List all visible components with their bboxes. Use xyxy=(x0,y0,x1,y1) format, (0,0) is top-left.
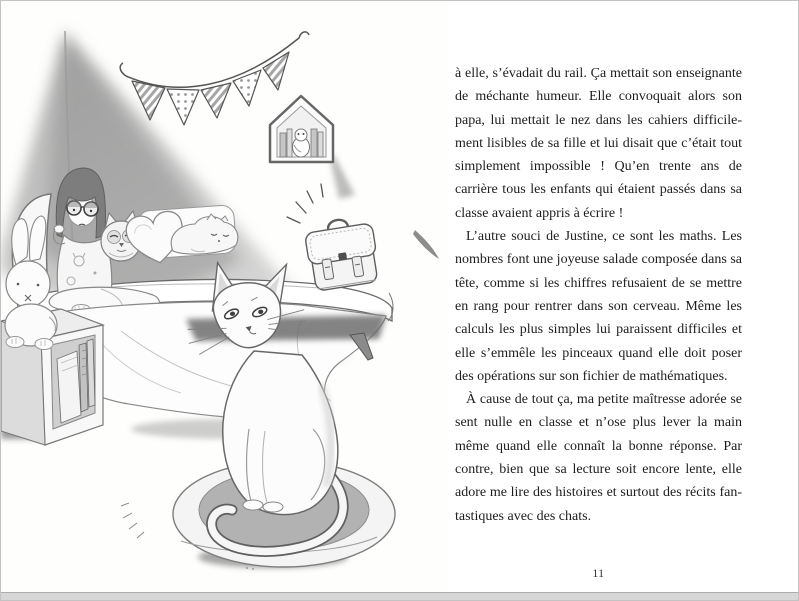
girl-hand xyxy=(54,225,64,233)
window-bottom-border xyxy=(1,592,798,600)
text-column xyxy=(455,62,742,528)
cat-paw xyxy=(243,500,263,510)
satchel-latch xyxy=(338,252,347,260)
page-number: 11 xyxy=(592,568,605,580)
paragraph: à elle, s’évadait du rail. Ça mettait son enseignante de méchante humeur. Elle convoquait alors son papa, lui mettait le nez dans les cahiers difficilement lisibles de sa fille et lui disait que c’était tout simplement impossible ! Qu’en trente ans de carrière tous les enfants qui étaient passés dans sa classe avaient appris à écrire ! xyxy=(455,66,742,221)
bird-figurine xyxy=(293,129,310,157)
cat-paw xyxy=(263,502,283,512)
paragraph: À cause de tout ça, ma petite maîtresse adorée se sent nulle en classe et n’ose plus lever la main même quand elle connaît la bonne réponse. Par contre, bien que sa lecture soit encore lente, elle adore me lire des histoires et surtout des récits fantastiques avec des chats. xyxy=(455,392,742,524)
paragraph: L’autre souci de Justine, ce sont les maths. Les nombres font une joyeuse salade composée dans sa tête, comme si les chiffres refusaient de se mettre en rang pour rentrer dans son cerveau. Même les calculs les plus simples lui paraissent difficiles et elle s’emmêle les pinceaux quand elle doit poser des opérations sur son fichier de mathématiques. xyxy=(455,229,742,384)
bedroom-illustration xyxy=(1,1,447,595)
